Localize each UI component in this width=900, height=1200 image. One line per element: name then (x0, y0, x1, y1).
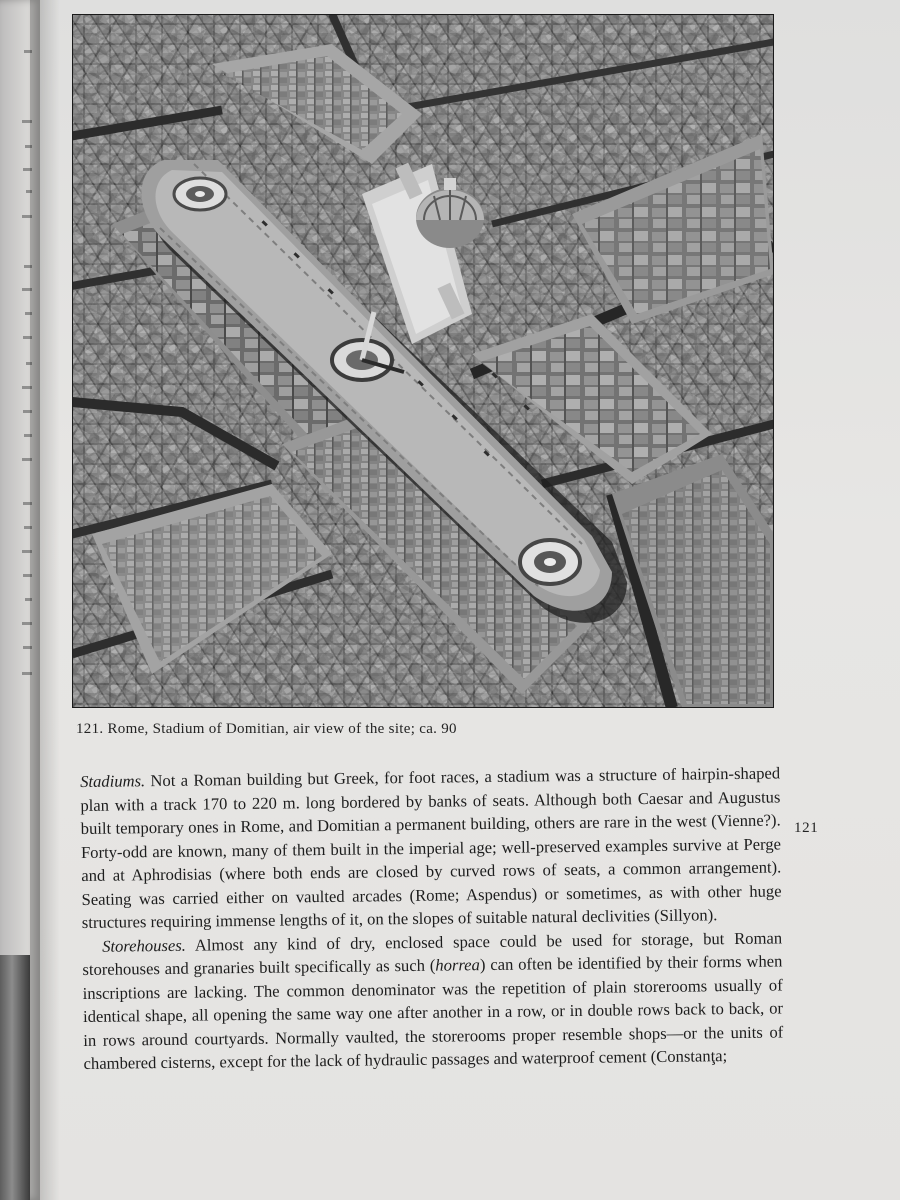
facing-page-edge (0, 0, 40, 1200)
heading-stadiums: Stadiums. (80, 771, 146, 791)
facing-page-text-fragments (0, 40, 34, 720)
heading-storehouses: Storehouses. (102, 935, 186, 956)
term-horrea: horrea (435, 955, 481, 975)
figure-caption: 121. Rome, Stadium of Domitian, air view of the site; ca. 90 (76, 721, 457, 737)
text-storehouses-1: Almost any kind of dry, enclosed space could be used for storage, but Roman storehouses and granaries built specifically as such ( (82, 927, 783, 979)
text-storehouses-2: ) can often be identified by their forms when inscriptions are lacking. The common denominator was the repetition of plain storerooms usually of identical shape, all opening the same way one after another in a row, or in double rows back to back, or in rows around courtyards. Normally vaulted, the storerooms proper resemble shops—or the units of chambered cisterns, except for the lack of hydraulic passages and waterproof cement (Constanţa; (82, 951, 784, 1073)
aerial-photo (72, 14, 774, 708)
margin-figure-reference: 121 (794, 820, 819, 836)
facing-page-photo (0, 955, 30, 1200)
paragraph-storehouses (82, 926, 784, 1076)
text-stadiums: Not a Roman building but Greek, for foot races, a stadium was a structure of hairpin-shaped plan with a track 170 to 220 m. long bordered by banks of seats. Although both Caesar and Augustus built temporary ones in Rome, and Domitian a permanent building, others are rare in the west (Vienne?). Forty-odd are known, many of them built in the imperial age; well-preserved examples survive at Perge and at Aphrodisias (where both ends are closed by curved rows of seats, a common arrangement). Seating was carried either on vaulted arcades (Rome; Aspendus) or sometimes, as with other huge structures requiring immense lengths of it, on the slopes of suitable natural declivities (Sillyon). (80, 763, 782, 932)
body-text (80, 761, 784, 1075)
aerial-photo-illustration (72, 14, 774, 708)
paragraph-stadiums (80, 761, 782, 934)
